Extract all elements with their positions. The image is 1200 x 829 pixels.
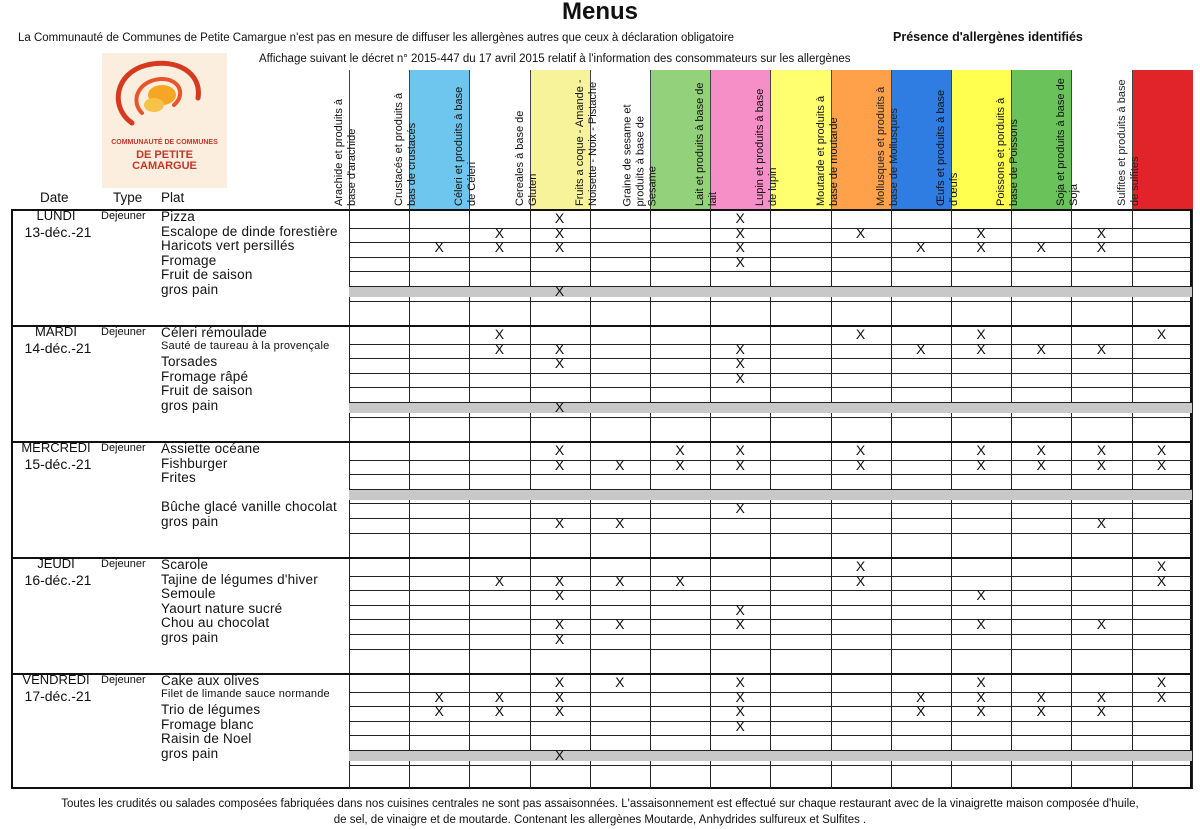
allergen-label: Graine de sesame et produits à base de Sesame (621, 103, 659, 206)
row-line (349, 735, 1192, 736)
allergen-label: Cereales à base de Gluten (513, 110, 539, 206)
allergen-mark: X (1156, 442, 1167, 458)
allergen-mark: X (916, 688, 926, 705)
allergen-label: Lait et produits à base de lait (694, 82, 719, 206)
allergen-mark: X (494, 224, 505, 241)
footer-note-line2: de sel, de vinaigre et de moutarde. Contenant les allergènes Moutarde, Anhydrides sulfureux et Sulfites . (333, 814, 867, 826)
dish-name: Cake aux olives (161, 673, 260, 688)
allergen-mark: X (1156, 456, 1167, 473)
allergen-mark: X (554, 616, 565, 633)
allergen-mark: X (1096, 224, 1107, 241)
logo-text-name: DE PETITE CAMARGUE (132, 149, 197, 172)
dish-name: gros pain (161, 746, 219, 761)
allergen-mark: X (855, 572, 866, 589)
row-line (349, 649, 1192, 650)
row-line (349, 619, 1192, 620)
allergen-mark: X (1096, 515, 1107, 531)
allergen-mark: X (1036, 703, 1046, 720)
logo-text-line1: COMMUNAUTÉ DE COMMUNES (111, 139, 218, 146)
allergen-mark: X (554, 572, 565, 589)
day-date: 16-déc.-21 (24, 572, 92, 588)
allergen-mark: X (1036, 442, 1046, 458)
meal-type: Dejeuner (101, 210, 146, 222)
dish-name: Escalope de dinde forestière (161, 223, 338, 239)
allergen-mark: X (1156, 688, 1167, 705)
allergen-mark: X (1036, 239, 1046, 256)
allergen-mark: X (735, 456, 745, 473)
allergen-mark: X (554, 224, 565, 241)
allergen-mark: X (1096, 340, 1107, 357)
row-line (349, 765, 1192, 766)
allergen-mark: X (976, 224, 986, 241)
day-name: VENDREDI (22, 672, 90, 687)
allergen-mark: X (916, 340, 926, 357)
row-line (349, 533, 1192, 534)
dish-name: gros pain (161, 630, 219, 645)
allergen-mark: X (735, 239, 745, 256)
allergen-mark: X (855, 456, 866, 473)
allergen-mark: X (976, 674, 986, 690)
allergen-mark: X (735, 224, 745, 241)
allergen-mark: X (554, 210, 565, 226)
allergen-label: Poissons et porduits à base de Poissons (995, 97, 1020, 206)
day-name: JEUDI (37, 556, 75, 571)
allergen-mark: X (735, 688, 745, 705)
allergen-mark: X (615, 572, 625, 589)
allergen-mark: X (554, 674, 565, 690)
allergen-mark: X (554, 688, 565, 705)
allergen-mark: X (976, 442, 986, 458)
header-type: Type (113, 190, 143, 205)
allergen-mark: X (976, 326, 986, 342)
dish-name: Chou au chocolat (161, 615, 270, 631)
allergen-mark: X (554, 747, 565, 763)
allergen-mark: X (554, 340, 565, 357)
allergen-mark: X (554, 456, 565, 473)
allergen-label: Œufs et produits à base d'œufs (935, 89, 960, 206)
allergen-mark: X (976, 340, 986, 357)
allergen-mark: X (494, 340, 505, 357)
dish-name: Fromage blanc (161, 716, 254, 732)
dish-name: Tajine de légumes d'hiver (161, 571, 318, 587)
allergen-mark: X (615, 456, 625, 473)
allergen-mark: X (615, 515, 625, 531)
allergen-mark: X (916, 703, 926, 720)
allergen-mark: X (1036, 456, 1046, 473)
allergen-mark: X (735, 601, 745, 618)
footer-note-line1: Toutes les crudités ou salades composées fabriquées dans nos cuisines centrales ne sont pas assaisonnées. L'assaisonnement est effectué sur chaque restaurant avec de la vinaigrette maison composée d'huile, (61, 798, 1139, 810)
allergen-label: Crustacés et produits à bas de crustacés (393, 92, 418, 206)
dish-name: Pizza (161, 209, 196, 224)
allergen-mark: X (916, 239, 926, 256)
allergen-mark: X (976, 587, 986, 604)
logo-swirl-icon (102, 53, 227, 143)
allergen-mark: X (494, 703, 505, 720)
allergen-mark: X (494, 239, 505, 256)
allergen-column-sulfites (1115, 70, 1193, 210)
allergen-mark: X (615, 616, 625, 633)
allergen-notice: La Communauté de Communes de Petite Camargue n'est pas en mesure de diffuser les allergènes autres que ceux à déclaration obligatoire (18, 32, 735, 44)
allergen-mark: X (554, 703, 565, 720)
allergen-mark: X (735, 674, 745, 690)
row-line (349, 301, 1192, 302)
allergen-mark: X (855, 558, 866, 574)
allergen-mark: X (1096, 239, 1107, 256)
allergen-mark: X (494, 326, 505, 342)
dish-name: Sauté de taureau à la provençale (161, 339, 330, 352)
allergen-mark: X (554, 442, 565, 458)
row-line (349, 257, 1192, 258)
header-plat: Plat (161, 190, 185, 205)
allergen-label: Lupin et produits à base de lupin (754, 88, 779, 206)
allergen-mark: X (735, 355, 745, 372)
allergen-mark: X (494, 688, 505, 705)
dish-name: Trio de légumes (161, 702, 261, 718)
row-line (349, 503, 1192, 504)
row-line (349, 387, 1192, 388)
allergen-mark: X (615, 674, 625, 690)
dish-name: Raisin de Noel (161, 731, 252, 747)
dish-name: Bûche glacé vanille chocolat (161, 499, 337, 515)
allergen-mark: X (1156, 674, 1167, 690)
allergen-mark: X (434, 239, 444, 256)
allergen-mark: X (735, 210, 745, 226)
allergen-mark: X (1096, 456, 1107, 473)
day-name: MARDI (35, 324, 77, 339)
allergen-mark: X (976, 688, 986, 705)
dish-name: Filet de limande sauce normande (161, 687, 330, 700)
allergen-mark: X (735, 369, 745, 386)
allergen-label: Moutarde et produits à base de moutarde (814, 95, 840, 206)
allergen-label: Sulfites et produits à base de sulfites (1115, 79, 1141, 206)
allergen-mark: X (554, 631, 565, 647)
day-date: 15-déc.-21 (24, 456, 92, 472)
day-name: LUNDI (36, 208, 76, 223)
row-line (349, 634, 1192, 635)
allergen-mark: X (976, 456, 986, 473)
allergen-mark: X (1036, 688, 1046, 705)
row-line (349, 474, 1192, 475)
dish-name: Semoule (161, 586, 216, 602)
allergen-mark: X (434, 688, 444, 705)
meal-type: Dejeuner (101, 674, 146, 686)
dish-name: Scarole (161, 557, 209, 572)
allergen-label: Soja et produits à base de Soja (1055, 78, 1080, 206)
dish-name: Céleri rémoulade (161, 325, 267, 340)
allergen-mark: X (554, 399, 565, 415)
dish-name: Torsades (161, 354, 218, 370)
allergen-mark: X (1096, 688, 1107, 705)
allergen-mark: X (1156, 326, 1167, 342)
dish-name: Fishburger (161, 455, 228, 471)
row-line (349, 358, 1192, 359)
page-title: Menus (561, 0, 638, 25)
allergen-mark: X (735, 340, 745, 357)
allergen-mark: X (735, 616, 745, 633)
shaded-row (349, 751, 1192, 761)
allergen-mark: X (1096, 442, 1107, 458)
allergen-mark: X (494, 572, 505, 589)
allergen-mark: X (554, 587, 565, 604)
allergen-mark: X (675, 456, 685, 473)
allergen-mark: X (855, 224, 866, 241)
dish-name: gros pain (161, 398, 219, 413)
shaded-row (349, 287, 1192, 297)
allergen-mark: X (855, 326, 866, 342)
dish-name: Fruit de saison (161, 267, 253, 283)
dish-name: Frites (161, 470, 196, 486)
row-line (349, 721, 1192, 722)
presence-heading: Présence d'allergènes identifiés (893, 30, 1083, 44)
meal-type: Dejeuner (101, 326, 146, 338)
allergen-mark: X (976, 616, 986, 633)
allergen-mark: X (554, 355, 565, 372)
row-line (349, 417, 1192, 418)
allergen-mark: X (554, 239, 565, 256)
day-date: 17-déc.-21 (24, 688, 92, 704)
dish-name: gros pain (161, 514, 219, 529)
allergen-label: Céleri et produits à base de Céleri (453, 86, 478, 206)
allergen-mark: X (976, 703, 986, 720)
dish-name: gros pain (161, 282, 219, 297)
allergen-mark: X (675, 572, 685, 589)
allergen-mark: X (1036, 340, 1046, 357)
allergen-mark: X (735, 500, 745, 517)
allergen-mark: X (735, 253, 745, 270)
allergen-mark: X (434, 703, 444, 720)
row-line (349, 373, 1192, 374)
allergen-mark: X (735, 703, 745, 720)
allergen-mark: X (1156, 558, 1167, 574)
allergen-mark: X (1096, 703, 1107, 720)
meal-type: Dejeuner (101, 442, 146, 454)
allergen-mark: X (554, 515, 565, 531)
allergen-label: Fruits a coque - Amande - Noisette - Noix - Pistache (573, 79, 599, 206)
row-line (349, 605, 1192, 606)
dish-name: Fromage (161, 252, 217, 268)
allergen-mark: X (735, 442, 745, 458)
community-logo (102, 53, 227, 188)
day-name: MERCREDI (21, 440, 91, 455)
allergen-mark: X (976, 239, 986, 256)
row-line (349, 271, 1192, 272)
day-date: 14-déc.-21 (24, 340, 92, 356)
decree-notice: Affichage suivant le décret n° 2015-447 du 17 avril 2015 relatif à l'information des consommateurs sur les allergènes (259, 53, 851, 65)
header-date: Date (40, 190, 69, 205)
row-line (349, 518, 1192, 519)
allergen-mark: X (855, 442, 866, 458)
dish-name: Assiette océane (161, 441, 261, 456)
dish-name: Yaourt nature sucré (161, 600, 283, 616)
allergen-mark: X (1156, 572, 1167, 589)
shaded-row (349, 403, 1192, 413)
allergen-mark: X (735, 717, 745, 734)
meal-type: Dejeuner (101, 558, 146, 570)
day-date: 13-déc.-21 (24, 224, 92, 240)
allergen-mark: X (675, 442, 685, 458)
shaded-row (349, 490, 1192, 500)
allergen-mark: X (554, 283, 565, 299)
dish-name: Haricots vert persillés (161, 238, 295, 254)
dish-name: Fromage râpé (161, 368, 249, 384)
allergen-label: Arachide et produits à base d'arachide (333, 98, 358, 206)
allergen-mark: X (1096, 616, 1107, 633)
allergen-label: Mollusques et produits à base de Mollusques (874, 86, 900, 206)
row-line (349, 590, 1192, 591)
dish-name: Fruit de saison (161, 383, 253, 399)
